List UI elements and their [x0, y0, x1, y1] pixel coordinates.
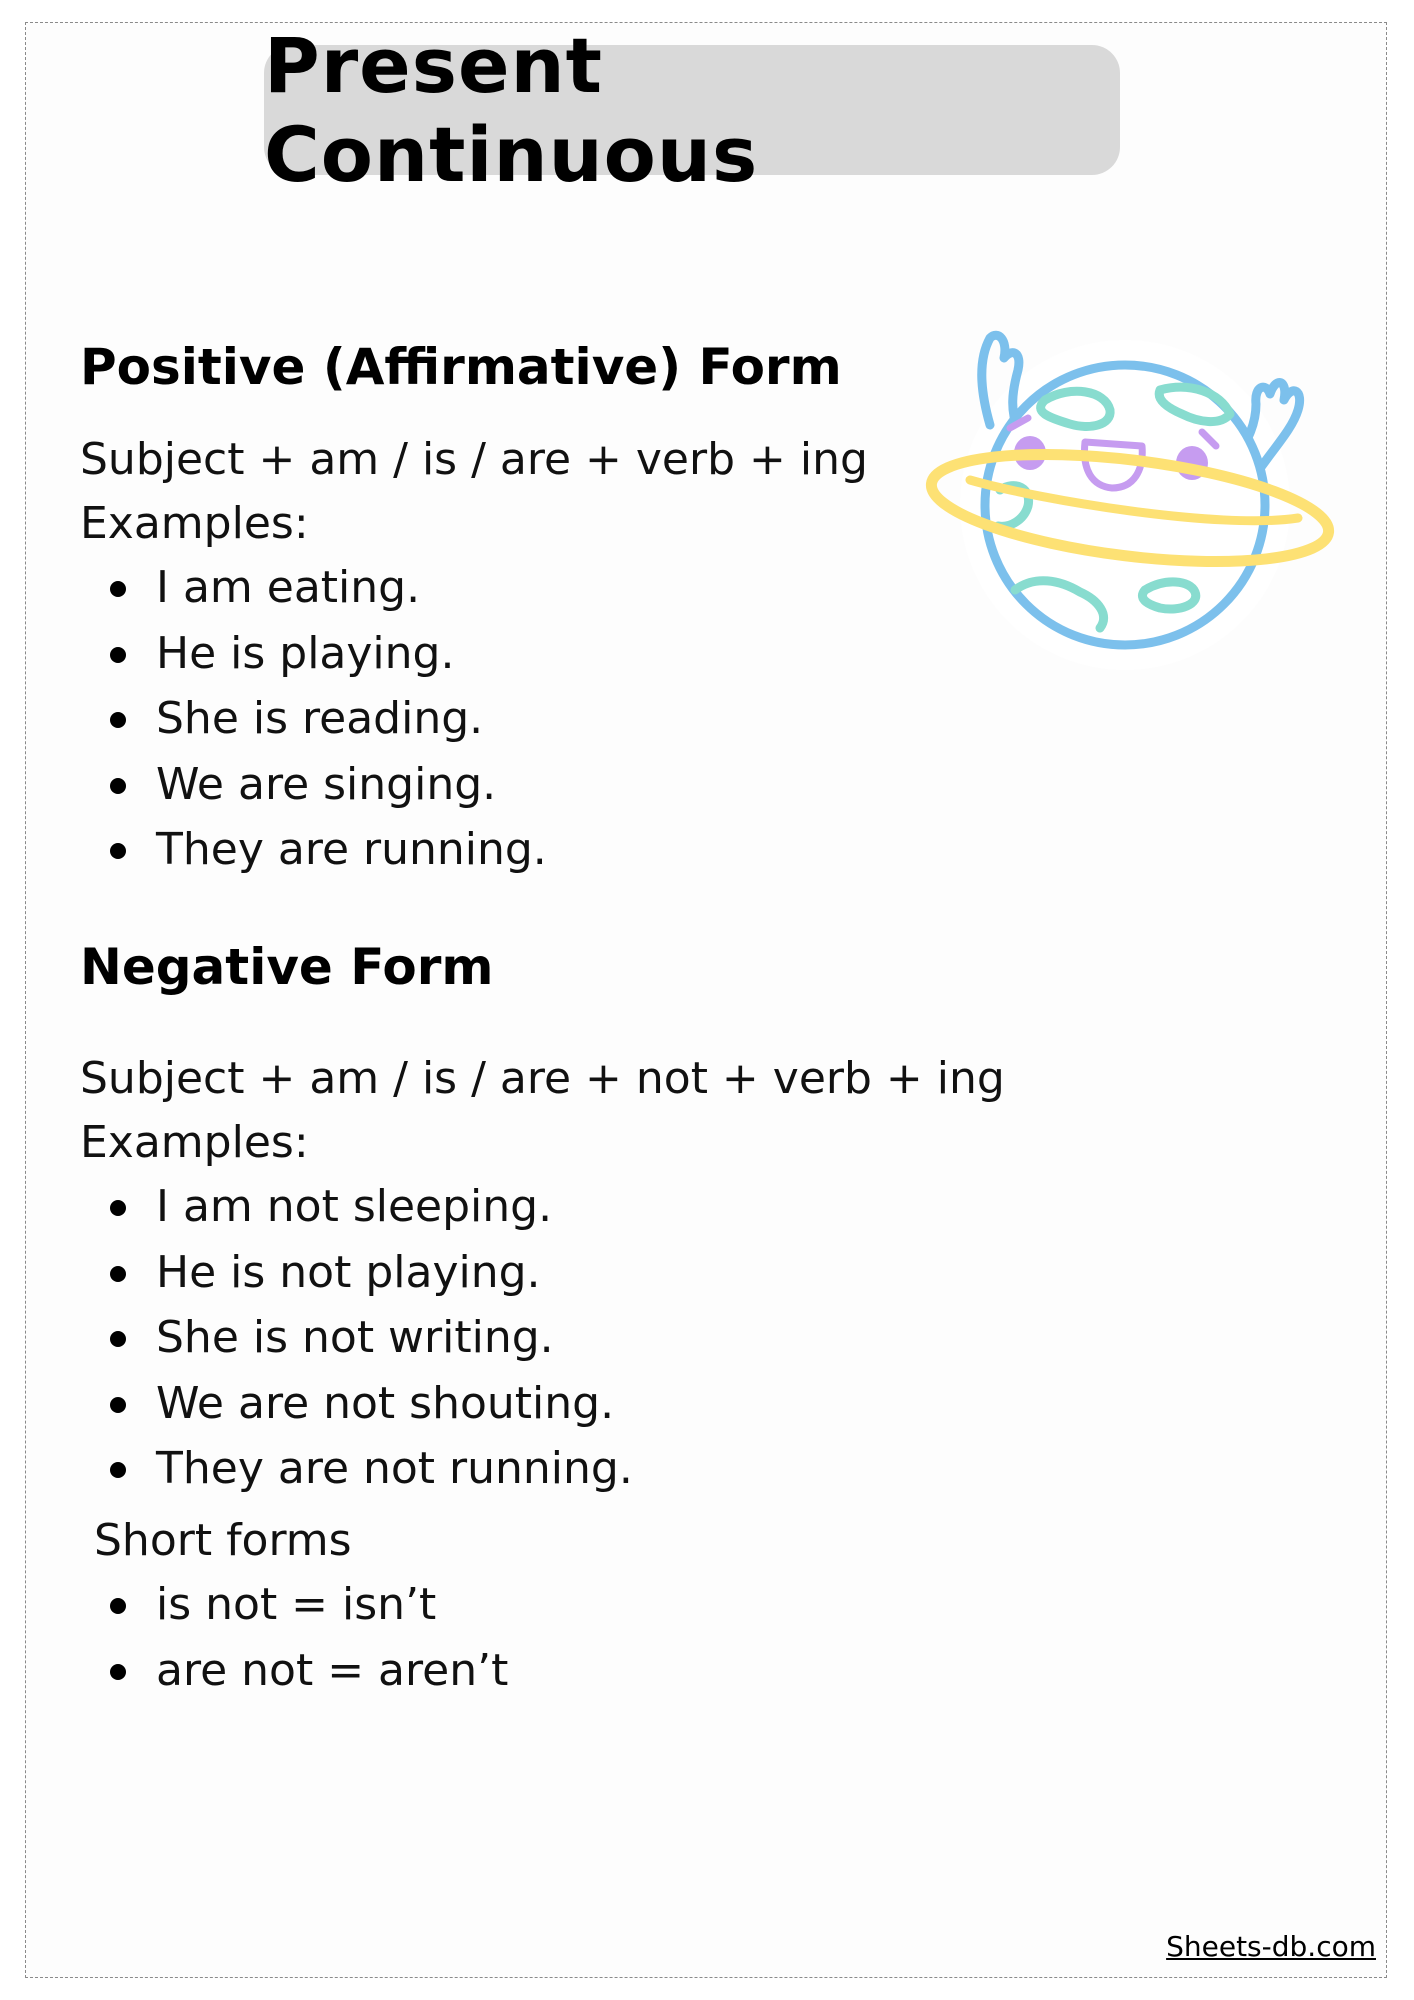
list-item: She is not writing.	[108, 1305, 633, 1371]
bullet-icon	[110, 1397, 126, 1413]
negative-examples-label: Examples:	[80, 1117, 309, 1168]
bullet-icon	[110, 581, 126, 597]
bullet-icon	[110, 712, 126, 728]
list-item: are not = aren’t	[108, 1638, 508, 1704]
negative-heading: Negative Form	[80, 938, 494, 996]
list-item: He is not playing.	[108, 1240, 633, 1306]
list-item: We are not shouting.	[108, 1371, 633, 1437]
positive-examples-label: Examples:	[80, 498, 309, 549]
bullet-icon	[110, 1462, 126, 1478]
bullet-icon	[110, 1200, 126, 1216]
negative-rule: Subject + am / is / are + not + verb + ing	[80, 1053, 1005, 1104]
negative-examples-list	[108, 1174, 633, 1502]
list-item: She is reading.	[108, 686, 547, 752]
bullet-icon	[110, 1331, 126, 1347]
bullet-icon	[110, 778, 126, 794]
list-item: I am eating.	[108, 555, 547, 621]
title-banner	[264, 21, 1120, 199]
short-forms-list	[108, 1572, 508, 1703]
positive-examples-list	[108, 555, 547, 883]
bullet-icon	[110, 647, 126, 663]
list-item: I am not sleeping.	[108, 1174, 633, 1240]
bullet-icon	[110, 1664, 126, 1680]
list-item: They are not running.	[108, 1436, 633, 1502]
planet-icon	[920, 330, 1340, 670]
short-forms-label: Short forms	[94, 1515, 352, 1566]
list-item: They are running.	[108, 817, 547, 883]
positive-rule: Subject + am / is / are + verb + ing	[80, 434, 868, 485]
page-title: Present Continuous	[264, 21, 759, 199]
bullet-icon	[110, 1266, 126, 1282]
bullet-icon	[110, 1598, 126, 1614]
positive-heading: Positive (Affirmative) Form	[80, 338, 842, 396]
source-link[interactable]: Sheets-db.com	[1166, 1930, 1376, 1963]
list-item: is not = isn’t	[108, 1572, 508, 1638]
bullet-icon	[110, 843, 126, 859]
list-item: He is playing.	[108, 621, 547, 687]
list-item: We are singing.	[108, 752, 547, 818]
